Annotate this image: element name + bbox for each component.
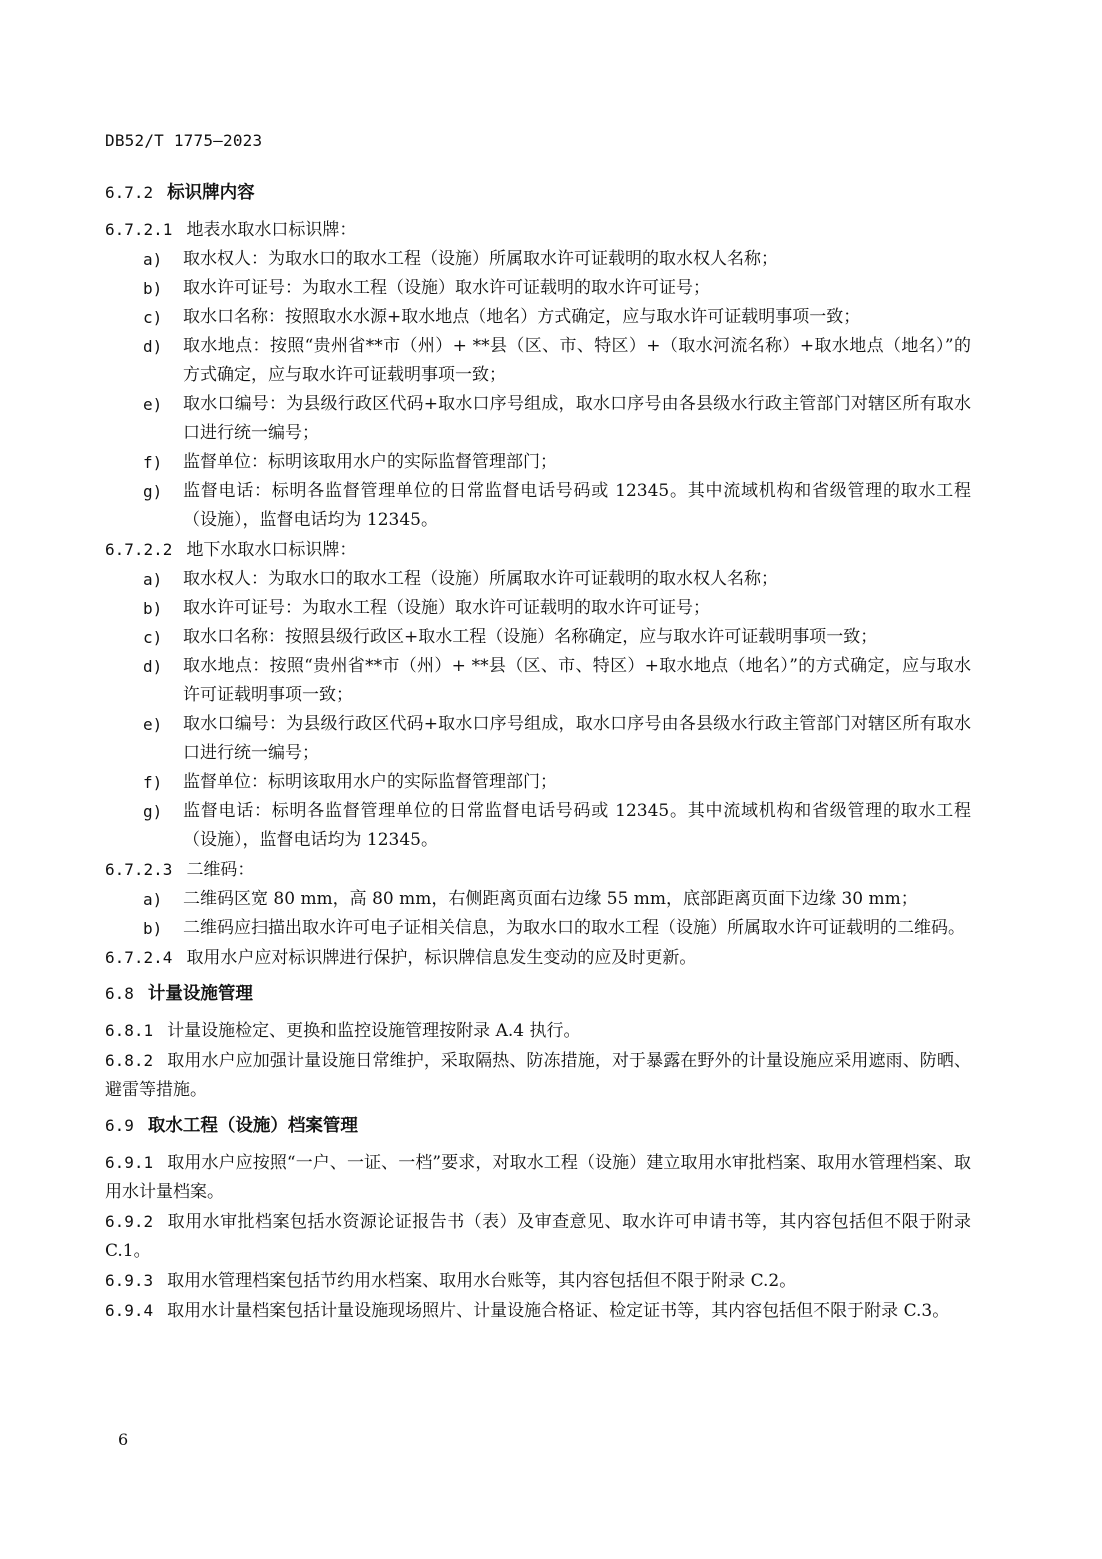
clause-6-7-2-2 [105, 535, 971, 565]
item-label: d) [143, 657, 163, 676]
clause-6-9-3 [105, 1266, 971, 1296]
clause-number: 6.9.2 [105, 1212, 154, 1231]
item-label: c) [143, 628, 163, 647]
clause-text: 取用水管理档案包括节约用水档案、取用水台账等，其内容包括但不限于附录 C.2。 [167, 1271, 797, 1291]
clause-6-7-2-3 [105, 855, 971, 885]
clause-number: 6.9.4 [105, 1301, 154, 1320]
page-number: 6 [118, 1430, 129, 1449]
list-item [105, 332, 971, 390]
clause-text: 取用水户应按照“一户、一证、一档”要求，对取水工程（设施）建立取用水审批档案、取用水管理档案、取用水计量档案。 [105, 1153, 971, 1202]
clause-6-8-2 [105, 1046, 971, 1105]
clause-number: 6.9.1 [105, 1153, 154, 1172]
list-item [105, 245, 971, 274]
section-6-9-heading [105, 1111, 971, 1141]
item-label: b) [143, 279, 163, 298]
list-item [105, 477, 971, 535]
item-text: 取水地点：按照“贵州省**市（州）+ **县（区、市、特区）+（取水河流名称）+取水地点（地名）”的方式确定，应与取水许可证载明事项一致； [183, 336, 971, 385]
clause-6-9-4 [105, 1296, 971, 1326]
list-item [105, 594, 971, 623]
item-text: 监督单位：标明该取用水户的实际监督管理部门； [183, 772, 557, 792]
item-text: 监督电话：标明各监督管理单位的日常监督电话号码或 12345。其中流域机构和省级管理的取水工程（设施），监督电话均为 12345。 [183, 801, 971, 850]
section-title: 取水工程（设施）档案管理 [147, 1116, 358, 1136]
list-item [105, 448, 971, 477]
item-text: 监督电话：标明各监督管理单位的日常监督电话号码或 12345。其中流域机构和省级管理的取水工程（设施），监督电话均为 12345。 [183, 481, 971, 530]
item-label: d) [143, 337, 163, 356]
item-label: e) [143, 395, 163, 414]
clause-text: 取用水户应对标识牌进行保护，标识牌信息发生变动的应及时更新。 [186, 948, 697, 968]
item-label: g) [143, 802, 163, 821]
list-item [105, 390, 971, 448]
clause-title: 二维码： [186, 860, 255, 880]
item-text: 取水许可证号：为取水工程（设施）取水许可证载明的取水许可证号； [183, 598, 710, 618]
list-item [105, 768, 971, 797]
item-label: b) [143, 599, 163, 618]
clause-text: 取用水计量档案包括计量设施现场照片、计量设施合格证、检定证书等，其内容包括但不限于附录 C.3。 [167, 1301, 950, 1321]
item-text: 监督单位：标明该取用水户的实际监督管理部门； [183, 452, 557, 472]
item-label: e) [143, 715, 163, 734]
clause-number: 6.8.2 [105, 1051, 154, 1070]
clause-number: 6.7.2.4 [105, 948, 173, 967]
clause-number: 6.8.1 [105, 1021, 154, 1040]
item-text: 取水许可证号：为取水工程（设施）取水许可证载明的取水许可证号； [183, 278, 710, 298]
item-text: 二维码区宽 80 mm，高 80 mm，右侧距离页面右边缘 55 mm，底部距离页面下边缘 30 mm； [183, 889, 918, 909]
section-title: 标识牌内容 [167, 183, 255, 203]
item-text: 取水地点：按照“贵州省**市（州）+ **县（区、市、特区）+取水地点（地名）”的方式确定，应与取水许可证载明事项一致； [183, 656, 971, 705]
item-label: c) [143, 308, 163, 327]
item-text: 二维码应扫描出取水许可电子证相关信息，为取水口的取水工程（设施）所属取水许可证载明的二维码。 [183, 918, 965, 938]
clause-title: 地下水取水口标识牌： [186, 540, 357, 560]
section-6-8-heading [105, 979, 971, 1009]
item-label: a) [143, 570, 163, 589]
item-label: f) [143, 773, 163, 792]
section-number: 6.9 [105, 1116, 134, 1135]
list-item [105, 274, 971, 303]
item-text: 取水权人：为取水口的取水工程（设施）所属取水许可证载明的取水权人名称； [183, 249, 778, 269]
section-title: 计量设施管理 [147, 984, 253, 1004]
list-item [105, 885, 971, 914]
surface-water-list [105, 245, 971, 535]
standard-code-header: DB52/T 1775—2023 [105, 131, 263, 150]
clause-number: 6.9.3 [105, 1271, 154, 1290]
list-item [105, 710, 971, 768]
clause-6-7-2-4 [105, 943, 971, 973]
list-item [105, 565, 971, 594]
clause-text: 取用水审批档案包括水资源论证报告书（表）及审查意见、取水许可申请书等，其内容包括但不限于附录 C.1。 [105, 1212, 971, 1261]
clause-6-7-2-1 [105, 215, 971, 245]
list-item [105, 652, 971, 710]
section-number: 6.7.2 [105, 183, 154, 202]
list-item [105, 797, 971, 855]
section-number: 6.8 [105, 984, 134, 1003]
item-text: 取水口编号：为县级行政区代码+取水口序号组成，取水口序号由各县级水行政主管部门对辖区所有取水口进行统一编号； [183, 714, 971, 763]
groundwater-list [105, 565, 971, 855]
item-label: a) [143, 250, 163, 269]
clause-text: 计量设施检定、更换和监控设施管理按附录 A.4 执行。 [167, 1021, 581, 1041]
clause-number: 6.7.2.2 [105, 540, 173, 559]
clause-text: 取用水户应加强计量设施日常维护，采取隔热、防冻措施，对于暴露在野外的计量设施应采用遮雨、防晒、避雷等措施。 [105, 1051, 971, 1100]
item-text: 取水口编号：为县级行政区代码+取水口序号组成，取水口序号由各县级水行政主管部门对辖区所有取水口进行统一编号； [183, 394, 971, 443]
item-text: 取水权人：为取水口的取水工程（设施）所属取水许可证载明的取水权人名称； [183, 569, 778, 589]
item-label: b) [143, 919, 163, 938]
item-label: g) [143, 482, 163, 501]
list-item [105, 914, 971, 943]
section-6-7-2-heading [105, 178, 971, 208]
qr-code-list [105, 885, 971, 943]
clause-6-8-1 [105, 1016, 971, 1046]
item-text: 取水口名称：按照取水水源+取水地点（地名）方式确定，应与取水许可证载明事项一致； [183, 307, 861, 327]
item-text: 取水口名称：按照县级行政区+取水工程（设施）名称确定，应与取水许可证载明事项一致； [183, 627, 878, 647]
list-item [105, 303, 971, 332]
item-label: a) [143, 890, 163, 909]
clause-6-9-1 [105, 1148, 971, 1207]
clause-number: 6.7.2.3 [105, 860, 173, 879]
document-body [105, 178, 971, 1326]
clause-number: 6.7.2.1 [105, 220, 173, 239]
item-label: f) [143, 453, 163, 472]
list-item [105, 623, 971, 652]
clause-6-9-2 [105, 1207, 971, 1266]
clause-title: 地表水取水口标识牌： [186, 220, 357, 240]
